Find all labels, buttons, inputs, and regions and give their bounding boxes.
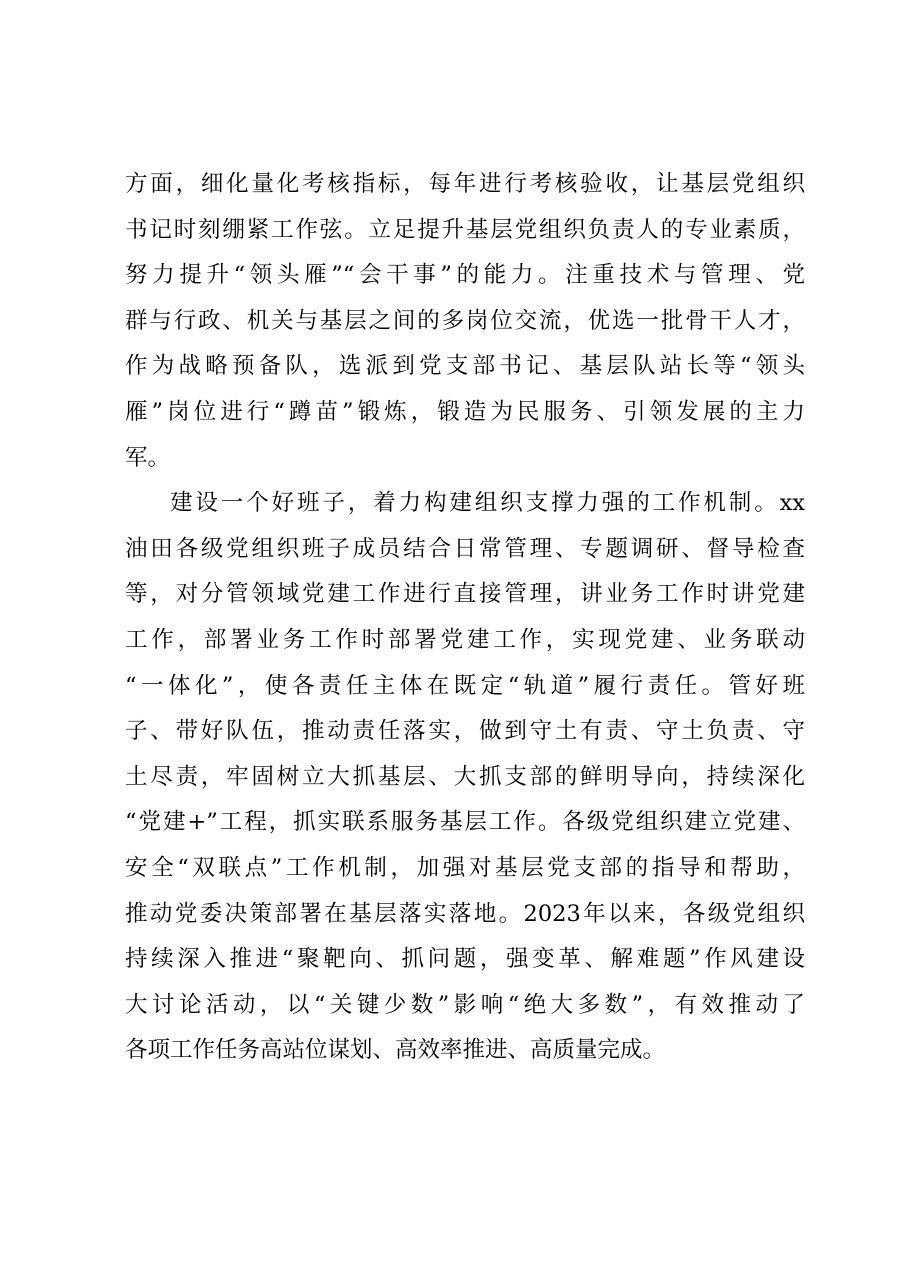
paragraph-line: 军。 bbox=[125, 444, 171, 471]
paragraph-line: 土尽责，牢固树立大抓基层、大抓支部的鲜明导向，持续深化 bbox=[125, 763, 805, 790]
paragraph-1 bbox=[125, 162, 805, 481]
paragraph-2 bbox=[125, 481, 805, 1074]
paragraph-line: 雁”岗位进行“蹲苗”锻炼，锻造为民服务、引领发展的主力 bbox=[125, 398, 805, 425]
paragraph-line: 书记时刻绷紧工作弦。立足提升基层党组织负责人的专业素质， bbox=[125, 216, 805, 243]
paragraph-line: “党建+”工程，抓实联系服务基层工作。各级党组织建立党建、 bbox=[125, 809, 805, 836]
paragraph-line: 工作，部署业务工作时部署党建工作，实现党建、业务联动 bbox=[125, 626, 805, 653]
body-text bbox=[125, 162, 805, 1074]
paragraph-line: “一体化”，使各责任主体在既定“轨道”履行责任。管好班 bbox=[125, 672, 805, 699]
paragraph-line: 作为战略预备队，选派到党支部书记、基层队站长等“领头 bbox=[125, 353, 805, 380]
paragraph-line: 努力提升“领头雁”“会干事”的能力。注重技术与管理、党 bbox=[125, 262, 805, 289]
paragraph-line: 各项工作任务高站位谋划、高效率推进、高质量完成。 bbox=[125, 1037, 666, 1064]
paragraph-line: 建设一个好班子，着力构建组织支撑力强的工作机制。xx bbox=[170, 490, 805, 517]
paragraph-line: 等，对分管领域党建工作进行直接管理，讲业务工作时讲党建 bbox=[125, 581, 805, 608]
paragraph-line: 方面，细化量化考核指标，每年进行考核验收，让基层党组织 bbox=[125, 171, 805, 197]
paragraph-line: 油田各级党组织班子成员结合日常管理、专题调研、督导检查 bbox=[125, 535, 805, 562]
paragraph-line: 推动党委决策部署在基层落实落地。2023年以来，各级党组织 bbox=[125, 900, 805, 927]
paragraph-line: 大讨论活动，以“关键少数”影响“绝大多数”，有效推动了 bbox=[125, 991, 805, 1018]
paragraph-line: 安全“双联点”工作机制，加强对基层党支部的指导和帮助， bbox=[125, 854, 805, 881]
paragraph-line: 子、带好队伍，推动责任落实，做到守土有责、守土负责、守 bbox=[125, 718, 805, 745]
paragraph-line: 群与行政、机关与基层之间的多岗位交流，优选一批骨干人才， bbox=[125, 307, 805, 334]
paragraph-line: 持续深入推进“聚靶向、抓问题，强变革、解难题”作风建设 bbox=[125, 946, 805, 973]
